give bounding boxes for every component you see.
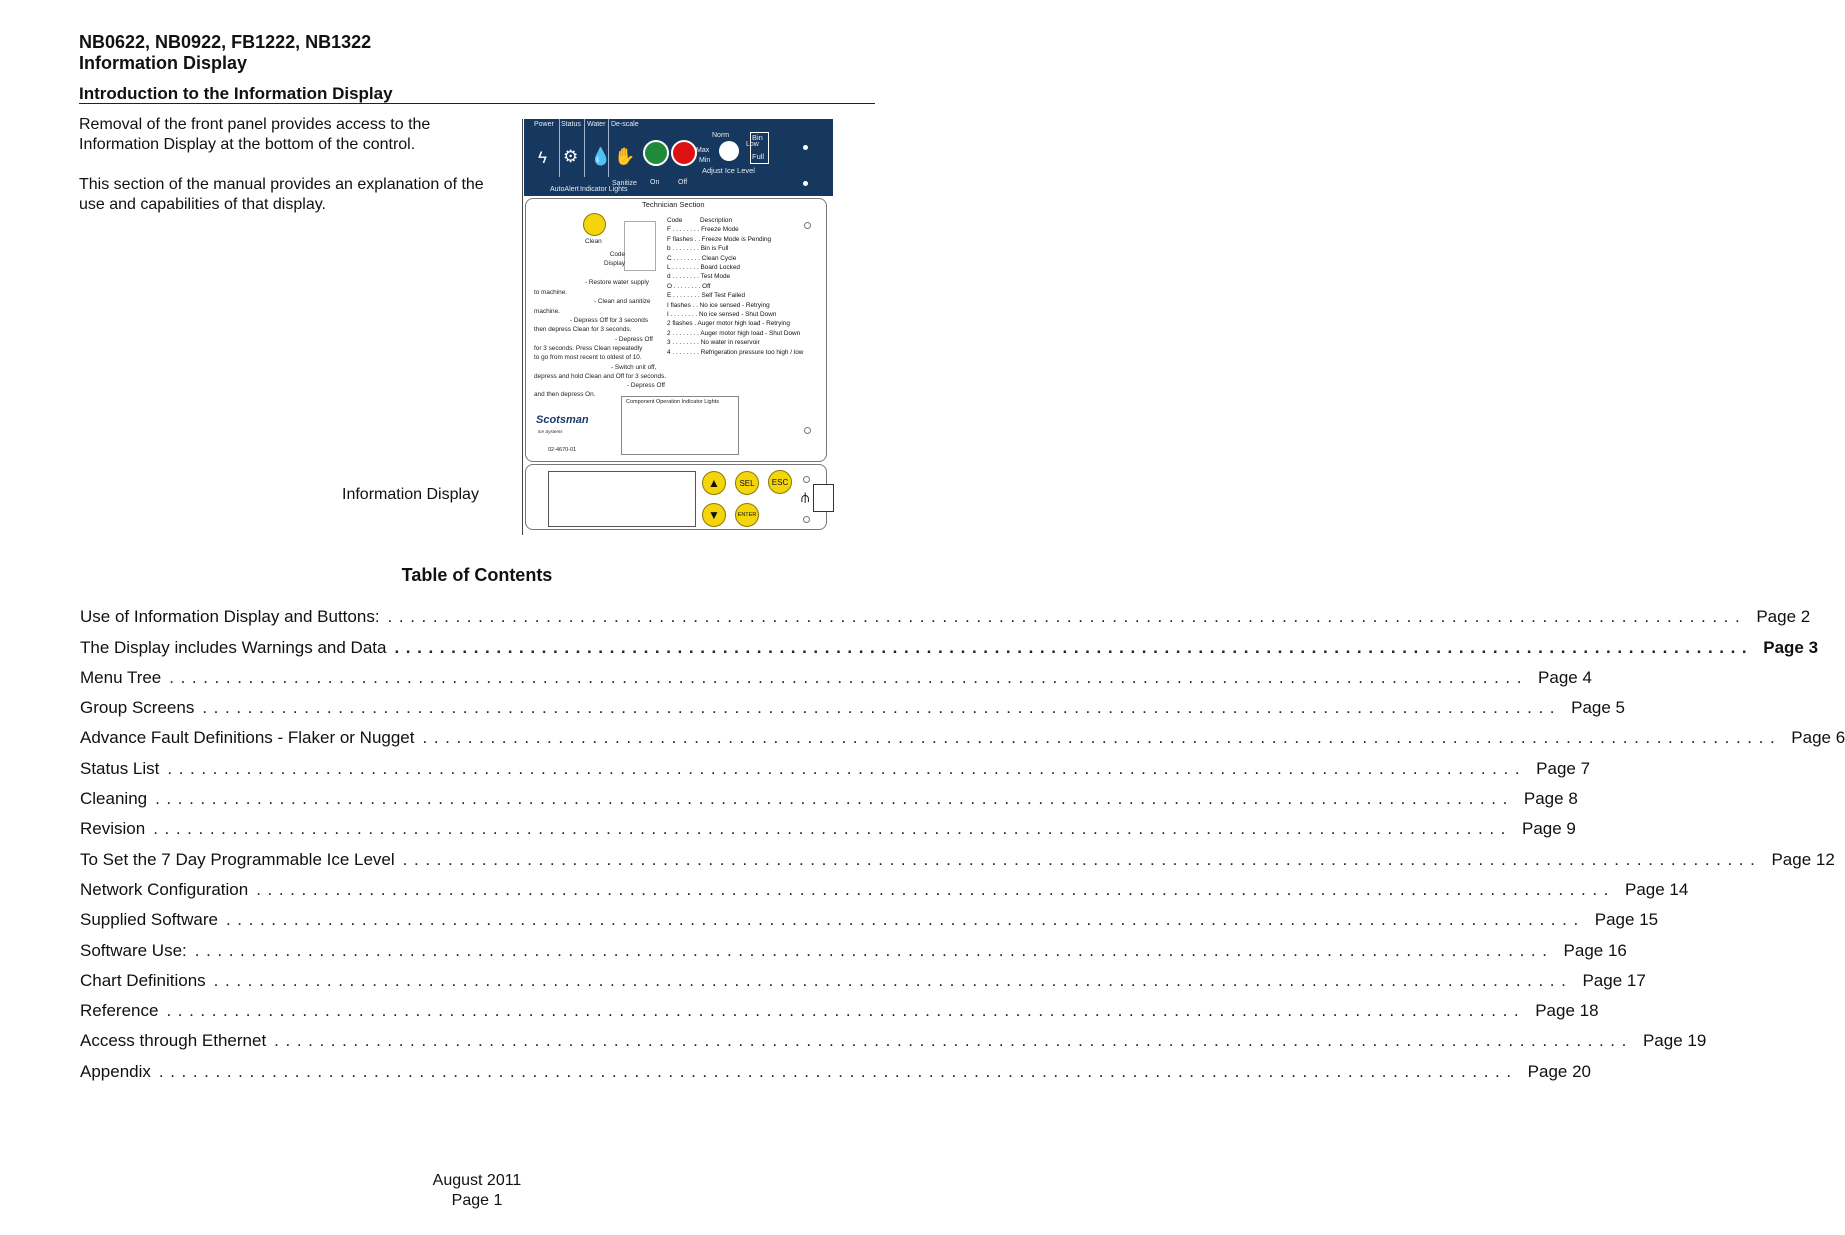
enter-label: ENTER — [737, 512, 757, 518]
bin-label: Bin — [752, 133, 763, 142]
code-row: 2 flashes . Auger motor high load - Retrying — [667, 320, 790, 328]
descale-hand-icon: ✋ — [614, 147, 636, 166]
component-lights-box — [621, 396, 739, 455]
toc-leader-dots: ........................................................................................................................ — [402, 850, 1762, 869]
panel-caption: Information Display — [342, 486, 479, 503]
toc-entry-label: Reference — [80, 1001, 159, 1020]
instruction-line: to go from most recent to oldest of 10. — [534, 354, 642, 361]
toc-entry[interactable] — [80, 1031, 1707, 1055]
usb-port[interactable] — [813, 484, 834, 512]
off-button[interactable] — [671, 140, 697, 166]
toc-entry-page: Page 9 — [1521, 819, 1576, 838]
adjust-ice-label: Adjust Ice Level — [702, 166, 755, 175]
toc-entry-page: Page 20 — [1527, 1062, 1592, 1081]
toc-entry[interactable] — [80, 910, 1659, 934]
toc-entry[interactable] — [80, 668, 1592, 692]
information-display-area — [525, 464, 827, 530]
intro-text — [79, 115, 489, 235]
toc-entry[interactable] — [80, 728, 1845, 752]
toc-entry-page: Page 3 — [1763, 638, 1819, 657]
instruction-line: for 3 seconds. Press Clean repeatedly — [534, 345, 643, 352]
heading-rule — [79, 103, 875, 104]
code-row: 3 . . . . . . . . No water in reservoir — [667, 339, 760, 347]
power-icon: ϟ — [538, 148, 547, 167]
toc-entry-label: Status List — [80, 759, 160, 778]
toc-leader-dots: ........................................................................................................................ — [155, 789, 1514, 808]
instruction-line: depress and hold Clean and Off for 3 seconds. — [534, 373, 667, 380]
toc-entry-label: Revision — [80, 819, 146, 838]
mount-hole — [804, 222, 811, 229]
lcd-screen — [548, 471, 696, 527]
toc-leader-dots: ........................................................................................................................ — [153, 819, 1512, 838]
toc-leader-dots: ........................................................................................................................ — [202, 698, 1562, 717]
toc-leader-dots: ........................................................................................................................ — [225, 910, 1585, 929]
instruction-line: then depress Clean for 3 seconds. — [534, 326, 632, 333]
sel-button[interactable] — [735, 471, 759, 495]
norm-label: Norm — [712, 132, 730, 139]
toc-entry-page: Page 19 — [1642, 1031, 1707, 1050]
toc-entry[interactable] — [80, 638, 1819, 662]
toc-entry-page: Page 12 — [1771, 850, 1835, 869]
toc-entry[interactable] — [80, 819, 1576, 843]
code-row: b . . . . . . . . Bin is Full — [667, 245, 729, 253]
enter-button[interactable] — [735, 503, 759, 527]
toc-entry-page: Page 18 — [1535, 1001, 1599, 1020]
toc-entry-label: Network Configuration — [80, 880, 249, 899]
component-lights-label: Component Operation Indicator Lights — [626, 399, 719, 405]
sel-label: SEL — [739, 478, 755, 488]
sanitize-label: Sanitize — [612, 180, 637, 187]
toc-entry-page: Page 6 — [1791, 728, 1845, 747]
toc-leader-dots: ........................................................................................................................ — [166, 1001, 1526, 1020]
toc-entry[interactable] — [80, 789, 1578, 813]
toc-entry-label: To Set the 7 Day Programmable Ice Level — [80, 850, 395, 869]
panel-screw — [803, 145, 808, 150]
toc-entry-page: Page 15 — [1594, 910, 1659, 929]
status-gear-icon: ⚙ — [563, 147, 579, 166]
instruction-line: - Depress Off for 3 seconds — [570, 317, 649, 324]
max-label: Max — [696, 147, 710, 154]
mount-hole — [803, 476, 810, 483]
toc-entry-page: Page 2 — [1756, 607, 1811, 626]
esc-label: ESC — [771, 477, 789, 487]
toc-entry[interactable] — [80, 880, 1689, 904]
toc-entry[interactable] — [80, 698, 1626, 722]
toc-entry-page: Page 7 — [1536, 759, 1591, 778]
down-arrow-button[interactable]: ▼ — [702, 503, 726, 527]
up-arrow-button[interactable]: ▲ — [702, 471, 726, 495]
toc-entry[interactable] — [80, 850, 1835, 874]
instruction-line: - Depress Off — [627, 382, 665, 389]
code-header: Code — [667, 217, 683, 224]
toc-entry[interactable] — [80, 1062, 1592, 1086]
water-drop-icon: 💧 — [590, 147, 612, 166]
code-row: 2 . . . . . . . . Auger motor high load - Shut Down — [667, 329, 801, 337]
part-number: 02-4670-01 — [548, 447, 577, 453]
toc-title: Table of Contents — [401, 565, 553, 585]
instruction-line: to machine. — [534, 289, 568, 296]
toc-leader-dots: ........................................................................................................................ — [158, 1062, 1518, 1081]
on-label: On — [650, 179, 660, 186]
brand-subtitle: Ice Systems — [538, 429, 563, 434]
code-display-label: Code Display — [604, 251, 625, 268]
code-row: d . . . . . . . . Test Mode — [667, 273, 731, 281]
toc-entry-label: Appendix — [80, 1062, 151, 1081]
document-title: NB0622, NB0922, FB1222, NB1322 — [79, 32, 372, 52]
description-header: Description — [700, 217, 733, 224]
clean-button[interactable] — [583, 213, 606, 236]
toc-leader-dots: ........................................................................................................................ — [194, 941, 1554, 960]
toc-entry-label: Chart Definitions — [80, 971, 206, 990]
document-subtitle: Information Display — [79, 53, 248, 73]
footer-date: August 2011 — [432, 1172, 522, 1189]
mount-hole — [804, 427, 811, 434]
descale-label: De-scale — [611, 121, 639, 128]
code-row: I . . . . . . . . No ice sensed - Shut Down — [667, 311, 777, 319]
mount-hole — [803, 516, 810, 523]
footer-page-number: Page 1 — [451, 1192, 503, 1209]
toc-entry-label: Advance Fault Definitions - Flaker or Nugget — [80, 728, 415, 747]
technician-section — [525, 198, 827, 462]
intro-paragraph-1: Removal of the front panel provides access to the Information Display at the bottom of the control. — [79, 116, 431, 153]
toc-entry[interactable] — [80, 941, 1627, 965]
autoalert-label: AutoAlert — [550, 186, 579, 193]
toc-entry-page: Page 8 — [1523, 789, 1578, 808]
toc-leader-dots: ........................................................................................................................ — [213, 971, 1573, 990]
toc-leader-dots: ........................................................................................................................ — [274, 1031, 1633, 1050]
toc-entry-label: Group Screens — [80, 698, 195, 717]
instruction-line: machine. — [534, 308, 560, 315]
water-label: Water — [587, 121, 606, 128]
toc-entry-page: Page 14 — [1624, 880, 1689, 899]
low-label: Low — [746, 141, 759, 148]
intro-paragraph-2: This section of the manual provides an explanation of the use and capabilities of that display. — [79, 176, 484, 213]
toc-leader-dots: ........................................................................................................................ — [167, 759, 1527, 778]
toc-entry-label: Use of Information Display and Buttons: — [80, 607, 380, 626]
code-row: C . . . . . . . . Clean Cycle — [667, 254, 737, 262]
toc-entry[interactable] — [80, 607, 1811, 631]
toc-leader-dots: ........................................................................................................................ — [256, 880, 1615, 899]
toc-entry-label: Software Use: — [80, 941, 187, 960]
toc-entry-page: Page 4 — [1538, 668, 1592, 687]
indicator-lights-label: Indicator Lights — [580, 186, 628, 193]
toc-entry[interactable] — [80, 1001, 1599, 1025]
scotsman-logo: Scotsman — [536, 414, 589, 426]
control-panel-top — [524, 119, 833, 196]
code-list — [667, 216, 803, 357]
toc-entry-page: Page 5 — [1571, 698, 1626, 717]
ice-level-knob[interactable] — [719, 141, 739, 161]
full-label: Full — [752, 152, 765, 161]
toc-leader-dots: ........................................................................................................................ — [394, 638, 1754, 657]
toc-entry[interactable] — [80, 759, 1591, 783]
code-row: O . . . . . . . . Off — [667, 282, 711, 290]
code-row: L . . . . . . . . Board Locked — [667, 264, 740, 272]
usb-icon: ⫛ — [801, 489, 810, 505]
toc-leader-dots: ........................................................................................................................ — [169, 668, 1529, 687]
toc-entry[interactable] — [80, 971, 1646, 995]
instruction-line: and then depress On. — [534, 391, 596, 398]
code-row: I flashes . . No ice sensed - Retrying — [667, 301, 770, 309]
toc-entry-label: Cleaning — [80, 789, 148, 808]
code-display-window — [624, 221, 656, 271]
instruction-line: - Clean and sanitize — [594, 298, 651, 305]
min-label: Min — [699, 157, 711, 164]
code-row: E . . . . . . . . Self Test Failed — [667, 292, 746, 300]
panel-screw — [803, 181, 808, 186]
toc-leader-dots: ........................................................................................................................ — [387, 607, 1747, 626]
instruction-line: - Switch unit off, — [611, 364, 657, 371]
toc-entry-label: Supplied Software — [80, 910, 218, 929]
on-button[interactable] — [643, 140, 669, 166]
clean-label: Clean — [585, 238, 602, 245]
technician-section-title: Technician Section — [642, 200, 705, 209]
toc-entry-page: Page 17 — [1582, 971, 1646, 990]
toc-leader-dots: ........................................................................................................................ — [422, 728, 1782, 747]
status-label: Status — [561, 121, 581, 128]
toc-entry-label: Menu Tree — [80, 668, 162, 687]
toc-entry-label: The Display includes Warnings and Data — [80, 638, 387, 657]
section-heading: Introduction to the Information Display — [79, 84, 393, 103]
toc-entry-page: Page 16 — [1563, 941, 1627, 960]
power-label: Power — [534, 121, 554, 128]
instruction-line: - Depress Off — [615, 336, 653, 343]
code-row: F . . . . . . . . Freeze Mode — [667, 226, 739, 234]
off-label: Off — [678, 179, 688, 186]
esc-button[interactable] — [768, 470, 792, 494]
code-row: 4 . . . . . . . . Refrigeration pressure too high / low — [667, 348, 804, 356]
toc-entry-label: Access through Ethernet — [80, 1031, 267, 1050]
instruction-line: - Restore water supply — [585, 279, 649, 286]
code-row: F flashes . . Freeze Mode is Pending — [667, 235, 772, 243]
